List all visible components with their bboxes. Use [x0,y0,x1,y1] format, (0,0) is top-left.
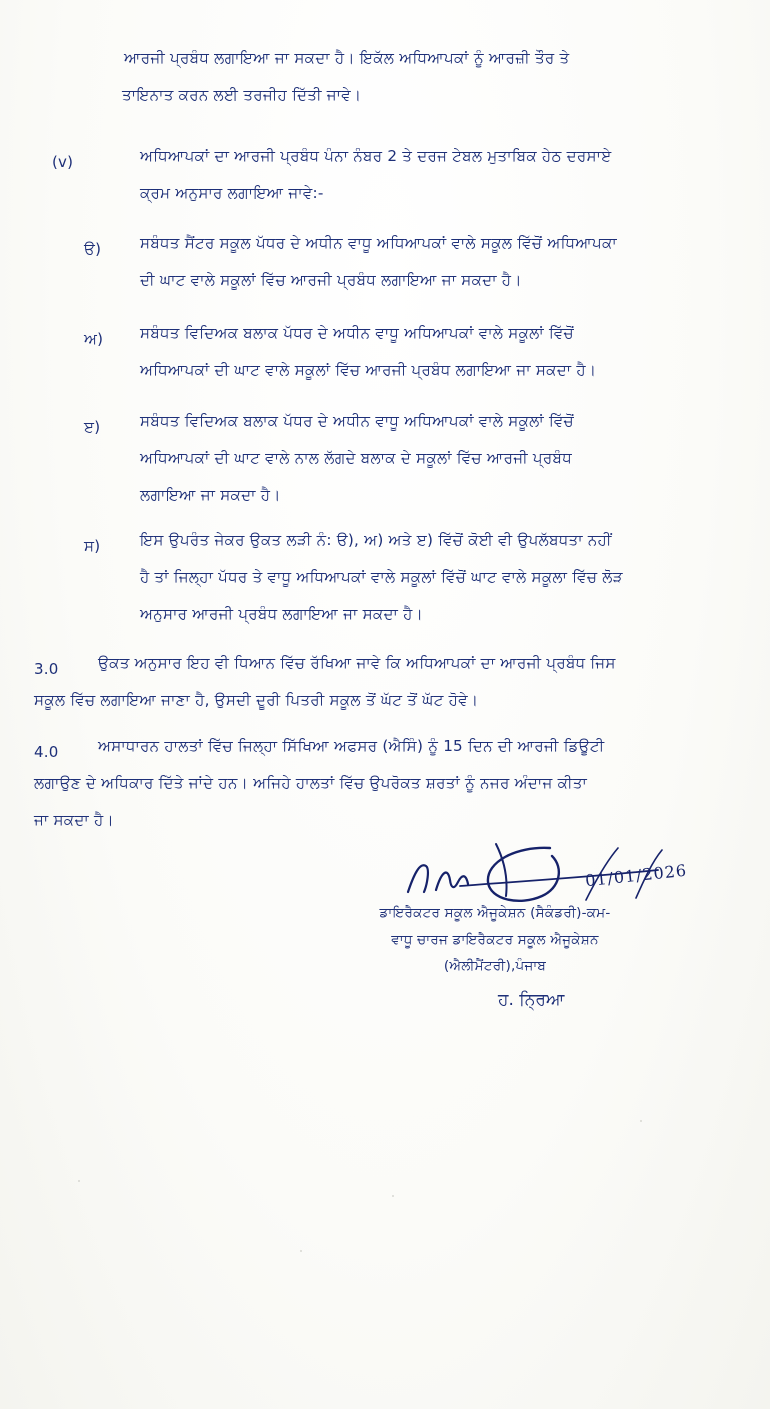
sub-clause-d-line-3: ਅਨੁਸਾਰ ਆਰਜੀ ਪ੍ਰਬੰਧ ਲਗਾਇਆ ਜਾ ਸਕਦਾ ਹੈ। [140,605,424,624]
sub-clause-c-marker: ੲ) [84,418,101,436]
sub-clause-b-body [140,315,740,389]
clause-v-line-2: ਕ੍ਰਮ ਅਨੁਸਾਰ ਲਗਾਇਆ ਜਾਵੇ:- [140,184,324,203]
lead-paragraph-line-2: ਤਾਇਨਾਤ ਕਰਨ ਲਈ ਤਰਜੀਹ ਦਿੱਤੀ ਜਾਵੇ। [122,86,362,105]
designation-line-3: (ਐਲੀਮੈਂਟਰੀ),ਪੰਜਾਬ [443,958,547,974]
sub-clause-c-line-2: ਅਧਿਆਪਕਾਂ ਦੀ ਘਾਟ ਵਾਲੇ ਨਾਲ ਲੱਗਦੇ ਬਲਾਕ ਦੇ ਸਕੂਲਾਂ ਵਿੱਚ ਆਰਜੀ ਪ੍ਰਬੰਧ [140,449,572,468]
signature-date: 01/01/2026 [584,860,688,891]
sub-clause-d [84,522,749,634]
paper-speck [640,1120,642,1122]
sub-clause-c [84,403,749,515]
clause-v [52,138,752,212]
clause-v-marker: (v) [52,153,74,171]
signature-designation-block [330,900,660,980]
sub-clause-a-line-2: ਦੀ ਘਾਟ ਵਾਲੇ ਸਕੂਲਾਂ ਵਿੱਚ ਆਰਜੀ ਪ੍ਰਬੰਧ ਲਗਾਇਆ ਜਾ ਸਕਦਾ ਹੈ। [140,271,522,290]
sub-clause-b-line-2: ਅਧਿਆਪਕਾਂ ਦੀ ਘਾਟ ਵਾਲੇ ਸਕੂਲਾਂ ਵਿੱਚ ਆਰਜੀ ਪ੍ਰਬੰਧ ਲਗਾਇਆ ਜਾ ਸਕਦਾ ਹੈ। [140,361,597,380]
sub-clause-d-body [140,522,740,634]
sub-clause-d-line-2: ਹੈ ਤਾਂ ਜਿਲ੍ਹਾ ਪੱਧਰ ਤੇ ਵਾਧੂ ਅਧਿਆਪਕਾਂ ਵਾਲੇ ਸਕੂਲਾਂ ਵਿੱਚੋਂ ਘਾਟ ਵਾਲੇ ਸਕੂਲਾ ਵਿੱਚ ਲੋੜ [140,568,623,587]
sub-clause-b-line-1: ਸਬੰਧਤ ਵਿਦਿਅਕ ਬਲਾਕ ਪੱਧਰ ਦੇ ਅਧੀਨ ਵਾਧੂ ਅਧਿਆਪਕਾਂ ਵਾਲੇ ਸਕੂਲਾਂ ਵਿੱਚੋਂ [140,324,574,342]
clause-v-body [140,138,740,212]
clause-3-0-line-2: ਸਕੂਲ ਵਿੱਚ ਲਗਾਇਆ ਜਾਣਾ ਹੈ, ਉਸਦੀ ਦੂਰੀ ਪਿਤਰੀ ਸਕੂਲ ਤੋਂ ਘੱਟ ਤੋਂ ਘੱਟ ਹੋਵੇ। [34,691,479,710]
clause-4-0-marker: 4.0 [34,743,59,761]
clause-3-0 [34,645,754,719]
sub-clause-a-line-1: ਸਬੰਧਤ ਸੈਂਟਰ ਸਕੂਲ ਪੱਧਰ ਦੇ ਅਧੀਨ ਵਾਧੂ ਅਧਿਆਪਕਾਂ ਵਾਲੇ ਸਕੂਲ ਵਿੱਚੋਂ ਅਧਿਆਪਕਾ [140,234,617,252]
sub-clause-a [84,225,749,299]
lead-paragraph-line-1: ਆਰਜੀ ਪ੍ਰਬੰਧ ਲਗਾਇਆ ਜਾ ਸਕਦਾ ਹੈ। ਇਕੱਲ ਅਧਿਆਪਕਾਂ ਨੂੰ ਆਰਜ਼ੀ ਤੌਰ ਤੇ [124,49,570,67]
lead-paragraph [124,40,684,114]
paper-speck [300,1250,302,1252]
sub-clause-a-marker: ੳ) [84,240,102,258]
clause-4-0 [34,728,754,840]
clause-3-0-marker: 3.0 [34,660,59,678]
sub-clause-c-body [140,403,740,515]
clause-v-line-1: ਅਧਿਆਪਕਾਂ ਦਾ ਆਰਜੀ ਪ੍ਰਬੰਧ ਪੰਨਾ ਨੰਬਰ 2 ਤੇ ਦਰਜ ਟੇਬਲ ਮੁਤਾਬਿਕ ਹੇਠ ਦਰਸਾਏ [140,147,612,165]
designation-line-2: ਵਾਧੂ ਚਾਰਜ ਡਾਇਰੈਕਟਰ ਸਕੂਲ ਐਜੂਕੇਸ਼ਨ [391,931,599,948]
paper-speck [392,1195,394,1197]
signature-initials: ਹ. ਨ੍ਰਿਆ [498,990,565,1010]
sub-clause-b [84,315,749,389]
paper-speck [78,1180,80,1182]
sub-clause-c-line-1: ਸਬੰਧਤ ਵਿਦਿਅਕ ਬਲਾਕ ਪੱਧਰ ਦੇ ਅਧੀਨ ਵਾਧੂ ਅਧਿਆਪਕਾਂ ਵਾਲੇ ਸਕੂਲਾਂ ਵਿੱਚੋਂ [140,412,574,430]
clause-3-0-line-1: ਉਕਤ ਅਨੁਸਾਰ ਇਹ ਵੀ ਧਿਆਨ ਵਿੱਚ ਰੱਖਿਆ ਜਾਵੇ ਕਿ ਅਧਿਆਪਕਾਂ ਦਾ ਆਰਜੀ ਪ੍ਰਬੰਧ ਜਿਸ [98,654,616,672]
clause-4-0-line-3: ਜਾ ਸਕਦਾ ਹੈ। [34,811,114,830]
sub-clause-d-line-1: ਇਸ ਉਪਰੰਤ ਜੇਕਰ ਉਕਤ ਲੜੀ ਨੰ: ੳ), ਅ) ਅਤੇ ੲ) ਵਿੱਚੋਂ ਕੋਈ ਵੀ ਉਪਲੱਬਧਤਾ ਨਹੀਂ [140,531,612,549]
clause-4-0-line-2: ਲਗਾਉਣ ਦੇ ਅਧਿਕਾਰ ਦਿੱਤੇ ਜਾਂਦੇ ਹਨ। ਅਜਿਹੇ ਹਾਲਤਾਂ ਵਿੱਚ ਉਪਰੋਕਤ ਸ਼ਰਤਾਂ ਨੂੰ ਨਜਰ ਅੰਦਾਜ ਕੀਤਾ [34,774,587,793]
clause-4-0-line-1: ਅਸਾਧਾਰਨ ਹਾਲਤਾਂ ਵਿੱਚ ਜਿਲ੍ਹਾ ਸਿੱਖਿਆ ਅਫਸਰ (ਐਸਿੰ) ਨੂੰ 15 ਦਿਨ ਦੀ ਆਰਜੀ ਡਿਊਟੀ [98,737,605,755]
sub-clause-c-line-3: ਲਗਾਇਆ ਜਾ ਸਕਦਾ ਹੈ। [140,486,281,505]
sub-clause-d-marker: ਸ) [84,537,101,555]
designation-line-1: ਡਾਇਰੈਕਟਰ ਸਕੂਲ ਐਜੂਕੇਸ਼ਨ (ਸੈਕੰਡਰੀ)-ਕਮ- [379,905,611,921]
sub-clause-a-body [140,225,740,299]
sub-clause-b-marker: ਅ) [84,330,104,348]
